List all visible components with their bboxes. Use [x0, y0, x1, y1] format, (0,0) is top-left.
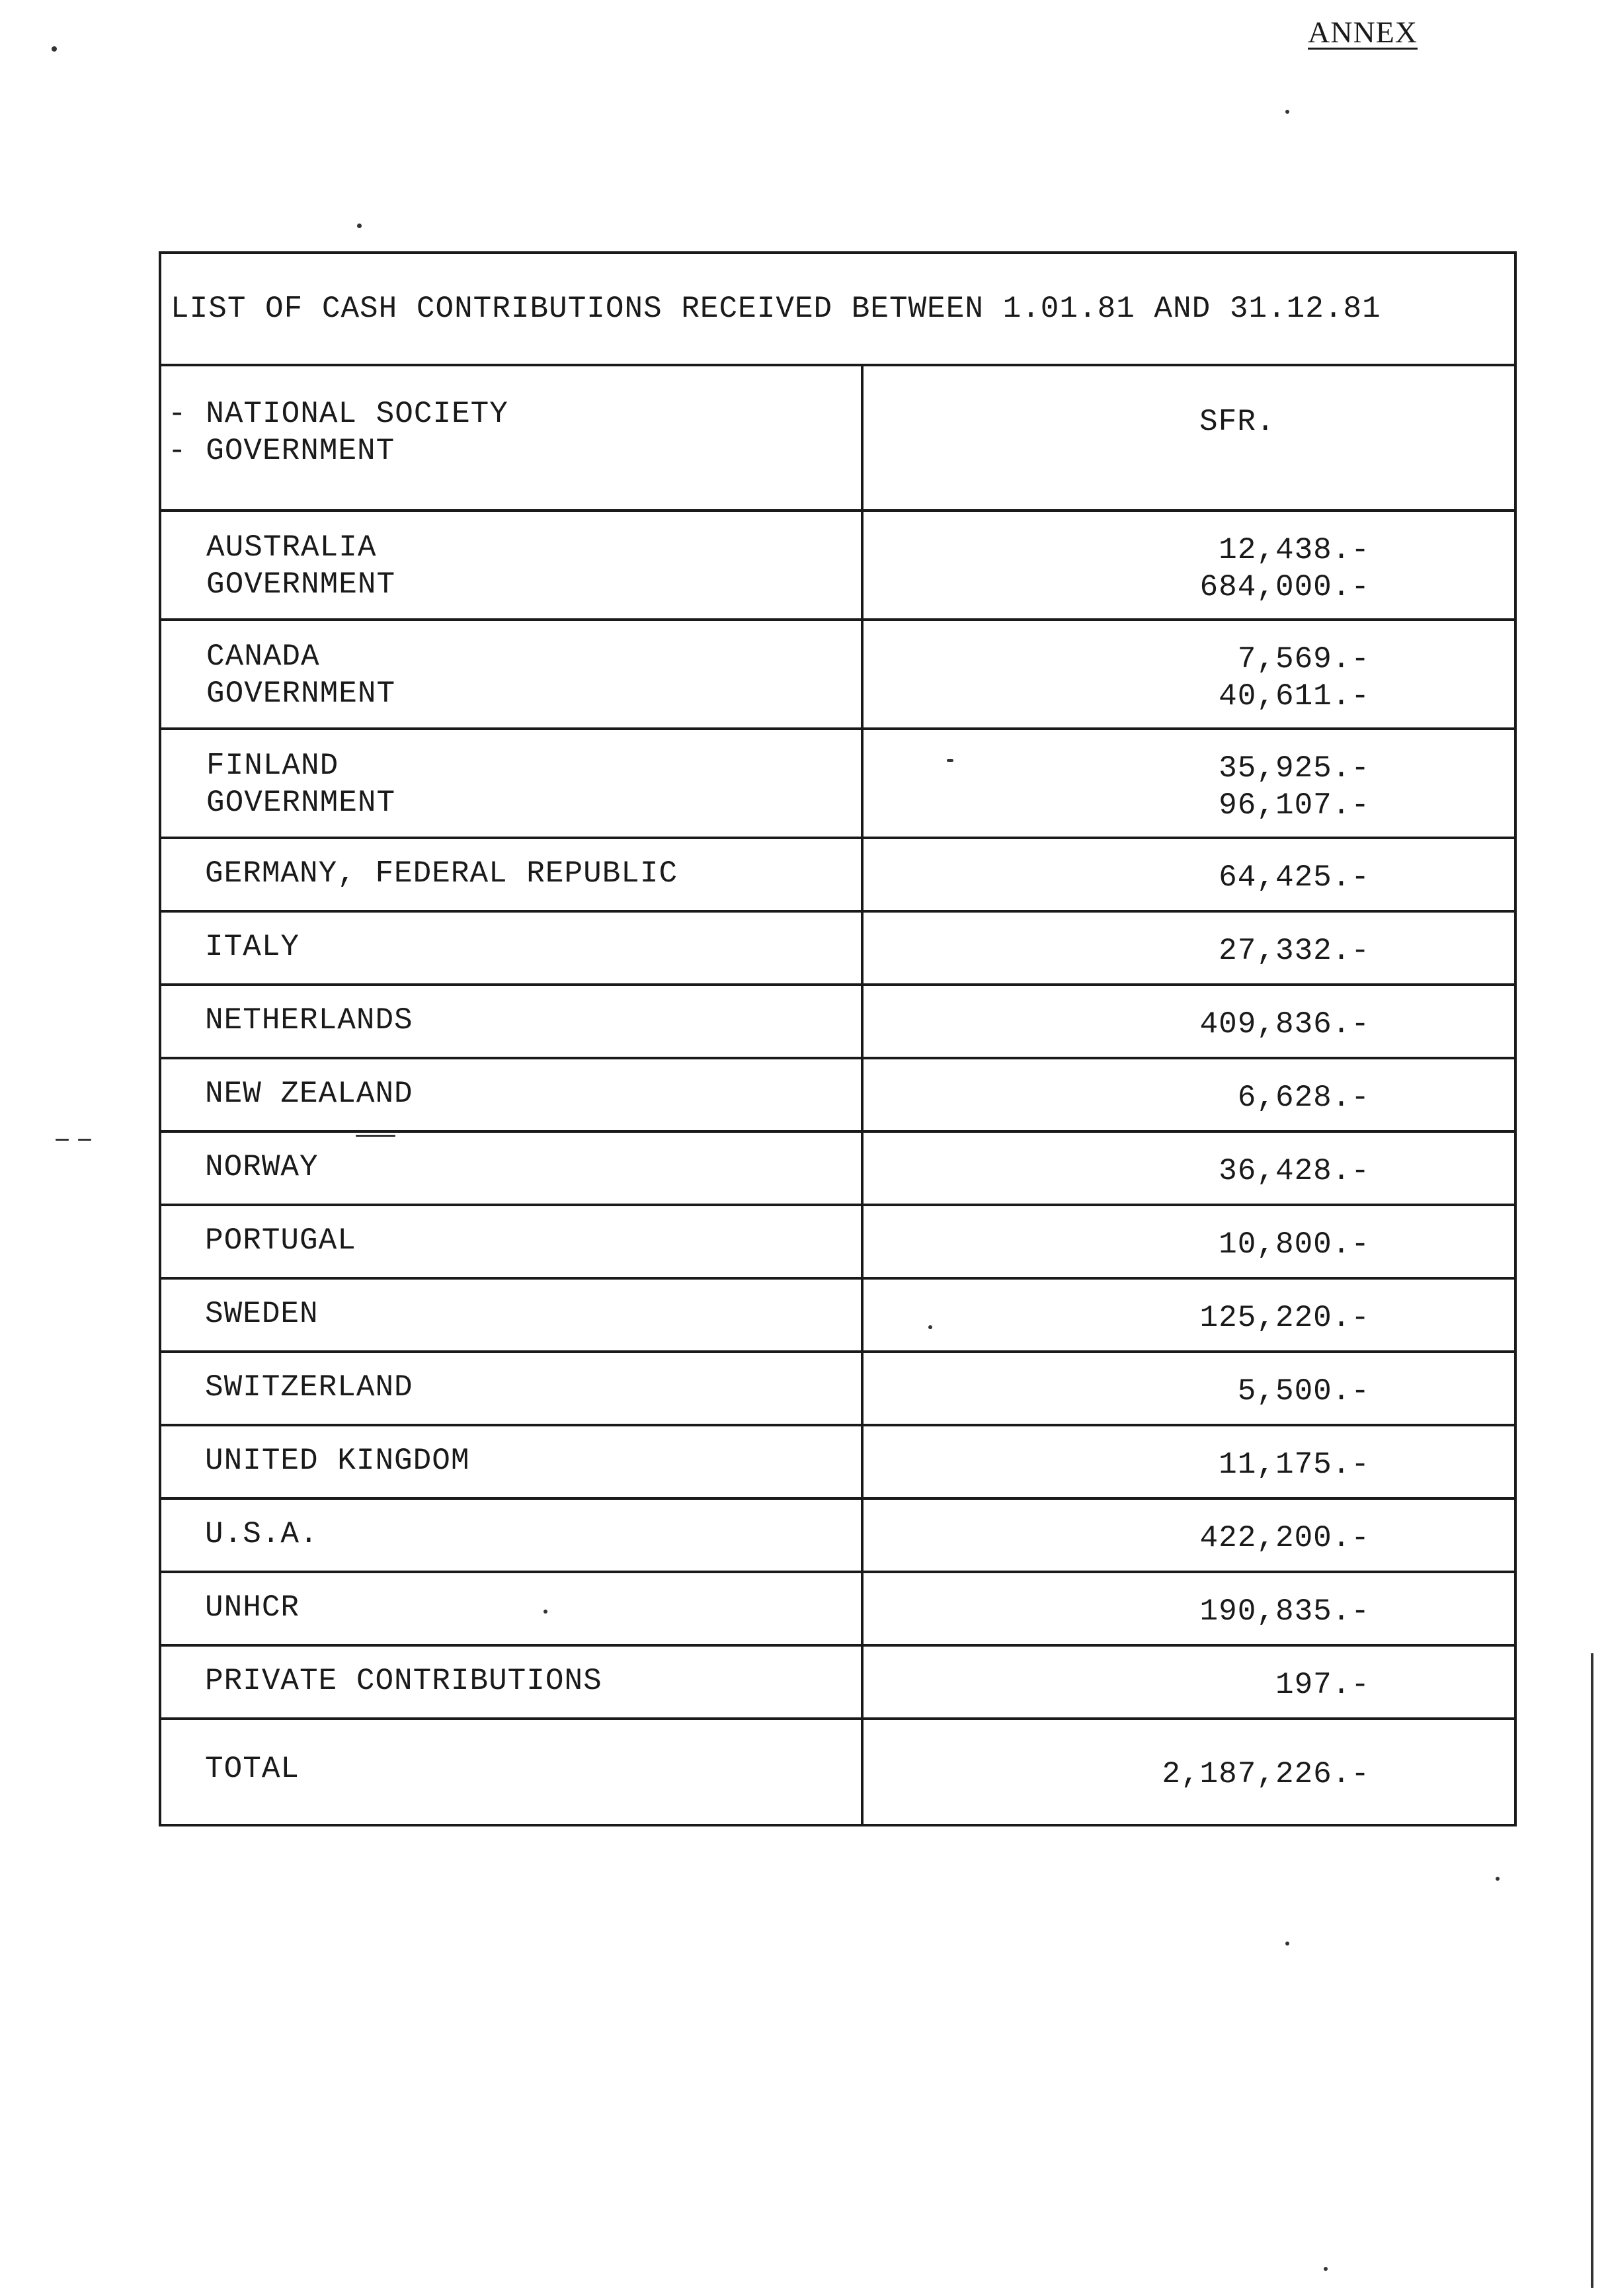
scan-speck — [928, 1325, 932, 1329]
row-sub-value: 684,000.- — [1199, 570, 1370, 604]
table-row-unhcr — [161, 1573, 1514, 1647]
row-name: PRIVATE CONTRIBUTIONS — [161, 1647, 864, 1717]
row-value: 125,220.- — [1199, 1301, 1370, 1335]
row-name: ITALY — [161, 913, 864, 983]
row-name: PORTUGAL — [161, 1206, 864, 1277]
table-row-germany — [161, 839, 1514, 913]
row-value-cell — [864, 730, 1514, 837]
table-row-private-contributions — [161, 1647, 1514, 1720]
row-value-cell — [864, 512, 1514, 618]
scan-speck — [52, 46, 57, 52]
row-sub-name: GOVERNMENT — [206, 676, 396, 711]
scan-speck — [543, 1610, 547, 1614]
row-name: SWEDEN — [161, 1280, 864, 1350]
row-value: 409,836.- — [1199, 1007, 1370, 1042]
table-row-finland — [161, 730, 1514, 839]
row-value: 27,332.- — [1219, 934, 1370, 968]
table-row-sweden — [161, 1280, 1514, 1353]
table-row-new-zealand — [161, 1059, 1514, 1133]
table-row-switzerland — [161, 1353, 1514, 1426]
row-sub-name: GOVERNMENT — [206, 786, 396, 820]
row-value: 11,175.- — [1219, 1448, 1370, 1482]
row-value: 7,569.- — [1237, 642, 1370, 676]
scan-speck — [947, 759, 953, 762]
table-row-usa — [161, 1500, 1514, 1573]
table-row-united-kingdom — [161, 1426, 1514, 1500]
header-currency: SFR. — [1199, 405, 1275, 439]
table-row-portugal — [161, 1206, 1514, 1280]
scan-speck — [1324, 2267, 1328, 2271]
row-sub-name: GOVERNMENT — [206, 567, 396, 602]
header-left-cell — [161, 366, 864, 509]
row-value: 12,438.- — [1219, 533, 1370, 567]
scan-speck — [1591, 1653, 1593, 2288]
table-title: LIST OF CASH CONTRIBUTIONS RECEIVED BETWEEN 1.01.81 AND 31.12.81 — [161, 254, 1514, 366]
header-national-society: - NATIONAL SOCIETY — [168, 397, 508, 431]
row-name-cell — [161, 730, 864, 837]
annex-label: ANNEX — [1308, 15, 1418, 49]
row-name-cell — [161, 512, 864, 618]
row-value-cell — [864, 621, 1514, 727]
scan-speck — [1285, 1942, 1289, 1946]
row-name: U.S.A. — [161, 1500, 864, 1571]
row-name: UNITED KINGDOM — [161, 1426, 864, 1497]
row-name: AUSTRALIA — [206, 530, 377, 565]
table-row-australia — [161, 512, 1514, 621]
row-value: 5,500.- — [1237, 1374, 1370, 1409]
row-name: SWITZERLAND — [161, 1353, 864, 1424]
row-name: FINLAND — [206, 749, 339, 783]
table-row-netherlands — [161, 986, 1514, 1059]
row-value: 197.- — [1275, 1668, 1370, 1702]
scan-speck — [56, 1139, 69, 1141]
row-name: UNHCR — [161, 1573, 864, 1644]
table-row-total — [161, 1720, 1514, 1824]
scan-speck — [78, 1139, 91, 1141]
total-label: TOTAL — [161, 1720, 864, 1824]
total-value: 2,187,226.- — [1162, 1757, 1370, 1791]
row-value: 422,200.- — [1199, 1521, 1370, 1555]
row-value: 190,835.- — [1199, 1594, 1370, 1629]
scan-speck — [1285, 110, 1289, 114]
table-row-canada — [161, 621, 1514, 730]
row-sub-value: 96,107.- — [1219, 788, 1370, 823]
row-value: 35,925.- — [1219, 751, 1370, 786]
row-value: 64,425.- — [1219, 860, 1370, 895]
row-sub-value: 40,611.- — [1219, 679, 1370, 714]
row-value: 36,428.- — [1219, 1154, 1370, 1188]
row-name: GERMANY, FEDERAL REPUBLIC — [161, 839, 864, 910]
row-name: NEW ZEALAND — [161, 1059, 864, 1130]
contributions-table — [159, 251, 1517, 1826]
table-header-row — [161, 366, 1514, 512]
row-name: NETHERLANDS — [161, 986, 864, 1057]
row-name: NORWAY — [161, 1133, 864, 1204]
header-government: - GOVERNMENT — [168, 434, 395, 468]
scan-speck — [356, 1135, 395, 1137]
table-row-norway — [161, 1133, 1514, 1206]
scan-speck — [357, 224, 362, 228]
row-value: 10,800.- — [1219, 1227, 1370, 1262]
row-name-cell — [161, 621, 864, 727]
table-row-italy — [161, 913, 1514, 986]
scan-speck — [1496, 1877, 1500, 1881]
row-value: 6,628.- — [1237, 1081, 1370, 1115]
row-name: CANADA — [206, 639, 320, 674]
